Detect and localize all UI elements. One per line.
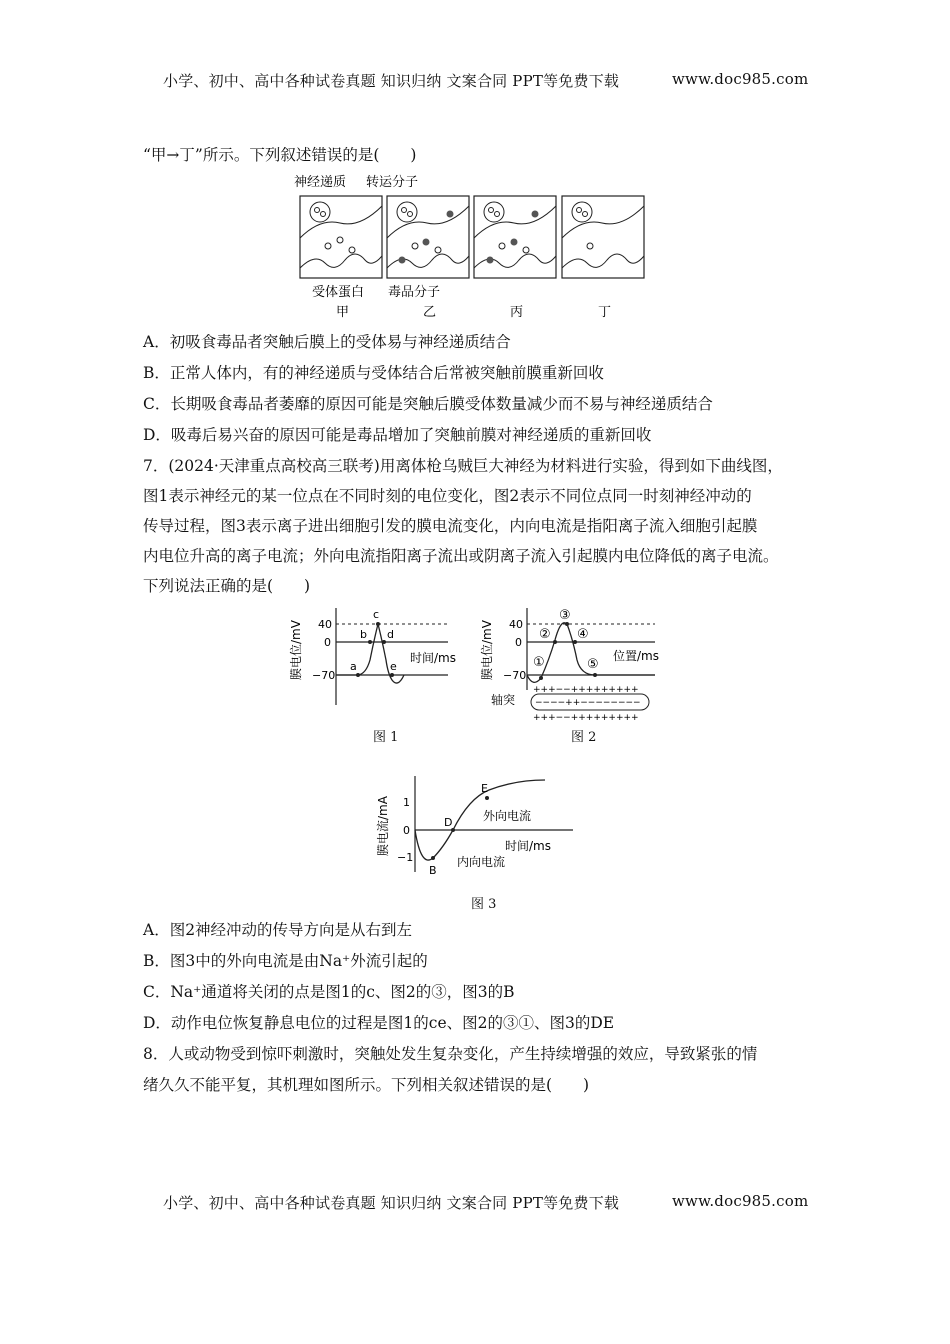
- fig2-point-1: ①: [533, 655, 545, 670]
- fig2-tick-40: 40: [509, 618, 523, 631]
- q6-option-c: C．长期吸食毒品者萎靡的原因可能是突触后膜受体数量减少而不易与神经递质结合: [143, 395, 713, 413]
- panel-label-3: 丙: [510, 305, 524, 320]
- label-neurotransmitter: 神经递质: [294, 175, 347, 190]
- fig1-caption: 图 1: [373, 730, 399, 745]
- q7-option-a: A．图2神经冲动的传导方向是从右到左: [143, 921, 413, 939]
- fig2-tick-0: 0: [515, 636, 522, 649]
- header-right: www.doc985.com: [672, 70, 809, 88]
- fig3-point-d: D: [444, 816, 453, 829]
- q7-option-d: D．动作电位恢复静息电位的过程是图1的ce、图2的③①、图3的DE: [143, 1014, 615, 1032]
- q6-synapse-figure: [290, 168, 660, 320]
- header-left: 小学、初中、高中各种试卷真题 知识归纳 文案合同 PPT等免费下载: [163, 72, 620, 90]
- label-receptor: 受体蛋白: [312, 285, 365, 300]
- fig1-point-b: b: [360, 628, 367, 641]
- fig1-xlabel: 时间/ms: [410, 651, 456, 665]
- q7-stem-4: 内电位升高的离子电流；外向电流指阳离子流出或阴离子流入引起膜内电位降低的离子电流。: [143, 547, 779, 565]
- fig1-point-c: c: [373, 608, 380, 621]
- q6-option-d: D．吸毒后易兴奋的原因可能是毒品增加了突触前膜对神经递质的重新回收: [143, 426, 652, 444]
- fig2-charges-mid: −−−−++−−−−−−−−: [535, 698, 641, 708]
- fig1-ylabel: 膜电位/mV: [289, 620, 303, 680]
- fig2-point-4: ④: [577, 627, 589, 642]
- fig1-tick-neg70: −70: [312, 669, 336, 682]
- panel-label-1: 甲: [336, 305, 350, 320]
- label-transporter: 转运分子: [366, 175, 419, 190]
- fig2-charges-top: +++−−+++++++++: [533, 685, 639, 695]
- q7-stem-2: 图1表示神经元的某一位点在不同时刻的电位变化，图2表示不同位点同一时刻神经冲动的: [143, 487, 752, 505]
- q8-stem-2: 绪久久不能平复，其机理如图所示。下列相关叙述错误的是( ): [143, 1076, 590, 1094]
- q6-stem: “甲→丁”所示。下列叙述错误的是( ): [143, 146, 417, 164]
- q7-option-c: C．Na⁺通道将关闭的点是图1的c、图2的③，图3的B: [143, 983, 515, 1001]
- fig2-tick-neg70: −70: [503, 669, 527, 682]
- panel-label-4: 丁: [598, 305, 612, 320]
- panel-label-2: 乙: [423, 305, 437, 320]
- fig3-tick-1: 1: [403, 796, 410, 809]
- q7-stem-3: 传导过程，图3表示离子进出细胞引发的膜电流变化，内向电流是指阳离子流入细胞引起膜: [143, 517, 758, 535]
- fig3-point-b: B: [429, 864, 437, 877]
- fig1-tick-0: 0: [324, 636, 331, 649]
- q8-stem-1: 8．人或动物受到惊吓刺激时，突触处发生复杂变化，产生持续增强的效应，导致紧张的情: [143, 1045, 758, 1063]
- fig3-outward: 外向电流: [483, 809, 532, 823]
- fig3-ylabel: 膜电流/mA: [376, 796, 390, 856]
- q7-fig2: [475, 600, 665, 725]
- fig1-point-d: d: [387, 628, 394, 641]
- fig1-tick-40: 40: [318, 618, 332, 631]
- q6-option-a: A．初吸食毒品者突触后膜上的受体易与神经递质结合: [143, 333, 511, 351]
- fig3-xlabel: 时间/ms: [505, 839, 551, 853]
- fig3-tick-0: 0: [403, 824, 410, 837]
- q7-fig3: [365, 768, 585, 880]
- q7-option-b: B．图3中的外向电流是由Na⁺外流引起的: [143, 952, 428, 970]
- fig3-point-e: E: [481, 782, 488, 795]
- fig1-point-e: e: [390, 660, 397, 673]
- fig2-ylabel: 膜电位/mV: [480, 620, 494, 680]
- label-drug: 毒品分子: [388, 285, 441, 300]
- fig2-point-2: ②: [539, 627, 551, 642]
- q7-stem-1: 7．(2024·天津重点高校高三联考)用离体枪乌贼巨大神经为材料进行实验，得到如下曲线图，: [143, 457, 783, 475]
- fig2-xlabel: 位置/ms: [613, 649, 659, 663]
- fig2-charges-bot: +++−−+++++++++: [533, 713, 639, 723]
- fig2-axon-label: 轴突: [491, 693, 516, 707]
- fig2-point-5: ⑤: [587, 657, 599, 672]
- fig3-caption: 图 3: [471, 897, 497, 912]
- footer-right: www.doc985.com: [672, 1192, 809, 1210]
- q7-stem-5: 下列说法正确的是( ): [143, 577, 311, 595]
- q6-option-b: B．正常人体内，有的神经递质与受体结合后常被突触前膜重新回收: [143, 364, 604, 382]
- footer-left: 小学、初中、高中各种试卷真题 知识归纳 文案合同 PPT等免费下载: [163, 1194, 620, 1212]
- q7-fig1: [280, 600, 460, 715]
- fig2-point-3: ③: [559, 608, 571, 623]
- fig2-caption: 图 2: [571, 730, 597, 745]
- fig3-inward: 内向电流: [457, 855, 506, 869]
- fig3-tick-neg1: −1: [397, 851, 414, 864]
- fig1-point-a: a: [350, 660, 357, 673]
